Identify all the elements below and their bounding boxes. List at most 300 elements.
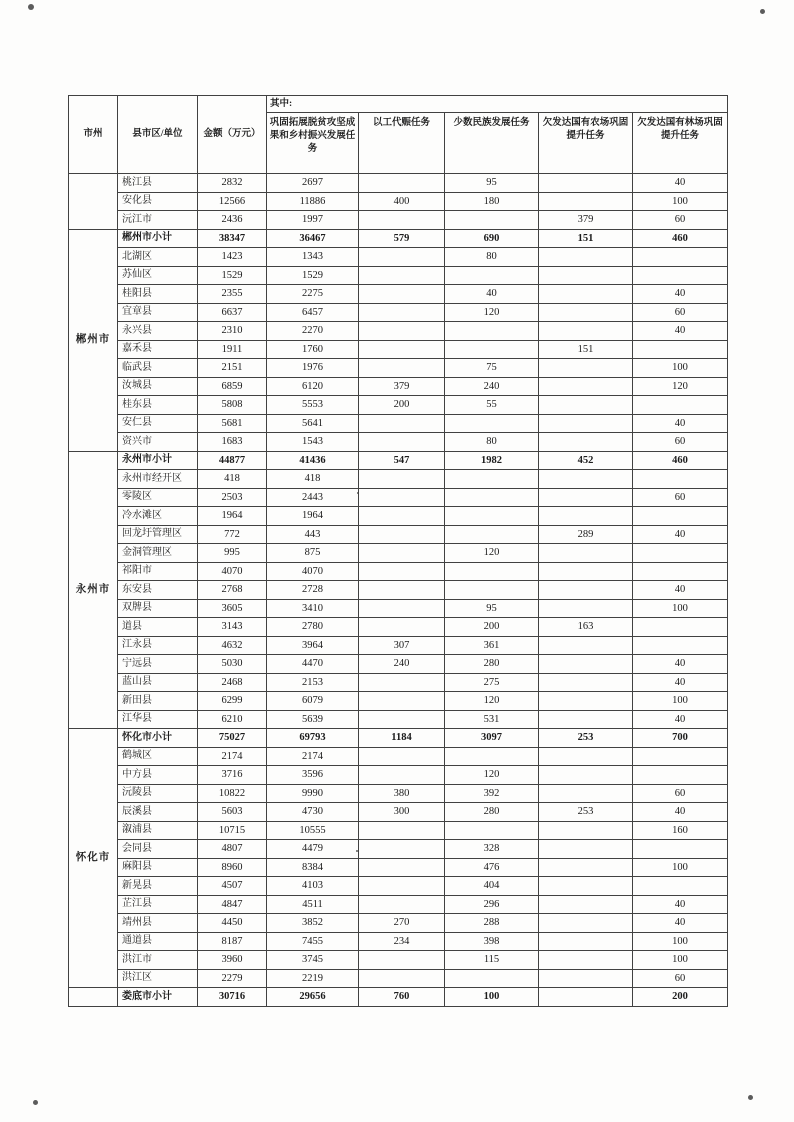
minority-value xyxy=(445,969,539,988)
unit-name: 江华县 xyxy=(118,710,198,729)
farm-value xyxy=(539,359,633,378)
forest-value: 40 xyxy=(633,914,728,933)
consolidation-value: 2174 xyxy=(267,747,359,766)
unit-name: 中方县 xyxy=(118,766,198,785)
farm-value xyxy=(539,784,633,803)
unit-name: 通道县 xyxy=(118,932,198,951)
amount-value: 5603 xyxy=(198,803,267,822)
forest-value: 40 xyxy=(633,673,728,692)
forest-value: 100 xyxy=(633,599,728,618)
forest-value xyxy=(633,340,728,359)
unit-name: 安仁县 xyxy=(118,414,198,433)
minority-value: 531 xyxy=(445,710,539,729)
consolidation-value: 4470 xyxy=(267,655,359,674)
forest-value xyxy=(633,544,728,563)
work-relief-value xyxy=(359,211,445,230)
work-relief-value: 300 xyxy=(359,803,445,822)
farm-value xyxy=(539,655,633,674)
work-relief-value xyxy=(359,858,445,877)
work-relief-value xyxy=(359,766,445,785)
minority-value: 240 xyxy=(445,377,539,396)
scan-speck xyxy=(760,9,765,14)
forest-value xyxy=(633,618,728,637)
farm-value: 253 xyxy=(539,729,633,748)
amount-value: 1423 xyxy=(198,248,267,267)
minority-value xyxy=(445,488,539,507)
minority-value xyxy=(445,821,539,840)
minority-value: 120 xyxy=(445,692,539,711)
amount-value: 5030 xyxy=(198,655,267,674)
data-row xyxy=(69,544,728,563)
forest-value: 160 xyxy=(633,821,728,840)
unit-name: 靖州县 xyxy=(118,914,198,933)
work-relief-value xyxy=(359,692,445,711)
amount-value: 2503 xyxy=(198,488,267,507)
data-row xyxy=(69,488,728,507)
farm-value xyxy=(539,599,633,618)
consolidation-value: 443 xyxy=(267,525,359,544)
forest-value xyxy=(633,766,728,785)
minority-value xyxy=(445,266,539,285)
farm-value xyxy=(539,192,633,211)
farm-value xyxy=(539,673,633,692)
unit-name: 宁远县 xyxy=(118,655,198,674)
unit-name: 冷水滩区 xyxy=(118,507,198,526)
unit-name: 沅陵县 xyxy=(118,784,198,803)
forest-value xyxy=(633,248,728,267)
work-relief-value xyxy=(359,525,445,544)
consolidation-value: 36467 xyxy=(267,229,359,248)
amount-value: 772 xyxy=(198,525,267,544)
forest-value xyxy=(633,840,728,859)
consolidation-value: 3964 xyxy=(267,636,359,655)
work-relief-value xyxy=(359,581,445,600)
data-row xyxy=(69,359,728,378)
work-relief-value: 240 xyxy=(359,655,445,674)
minority-value: 280 xyxy=(445,655,539,674)
consolidation-value: 1964 xyxy=(267,507,359,526)
farm-value xyxy=(539,174,633,193)
consolidation-value: 6120 xyxy=(267,377,359,396)
consolidation-value: 1760 xyxy=(267,340,359,359)
amount-value: 995 xyxy=(198,544,267,563)
unit-name: 汝城县 xyxy=(118,377,198,396)
amount-value: 2468 xyxy=(198,673,267,692)
minority-value xyxy=(445,340,539,359)
scan-speck xyxy=(748,1095,753,1100)
data-row xyxy=(69,877,728,896)
forest-value: 40 xyxy=(633,895,728,914)
data-row xyxy=(69,211,728,230)
amount-value: 75027 xyxy=(198,729,267,748)
consolidation-value: 6457 xyxy=(267,303,359,322)
work-relief-value xyxy=(359,673,445,692)
city-label: 郴州市 xyxy=(69,229,118,451)
consolidation-value: 1997 xyxy=(267,211,359,230)
amount-value: 2832 xyxy=(198,174,267,193)
consolidation-value: 9990 xyxy=(267,784,359,803)
unit-name: 江永县 xyxy=(118,636,198,655)
farm-value xyxy=(539,895,633,914)
work-relief-value xyxy=(359,488,445,507)
data-row xyxy=(69,932,728,951)
work-relief-value xyxy=(359,710,445,729)
unit-name: 宜章县 xyxy=(118,303,198,322)
data-row xyxy=(69,525,728,544)
minority-value: 404 xyxy=(445,877,539,896)
unit-name: 鹤城区 xyxy=(118,747,198,766)
data-row xyxy=(69,969,728,988)
work-relief-value xyxy=(359,414,445,433)
unit-name: 永州市经开区 xyxy=(118,470,198,489)
amount-value: 4847 xyxy=(198,895,267,914)
farm-value xyxy=(539,414,633,433)
work-relief-value xyxy=(359,359,445,378)
forest-value: 100 xyxy=(633,192,728,211)
farm-value xyxy=(539,951,633,970)
forest-value: 40 xyxy=(633,285,728,304)
farm-value xyxy=(539,914,633,933)
city-label: 永州市 xyxy=(69,451,118,729)
consolidation-value: 2270 xyxy=(267,322,359,341)
work-relief-value xyxy=(359,840,445,859)
consolidation-value: 4511 xyxy=(267,895,359,914)
amount-value: 3605 xyxy=(198,599,267,618)
forest-value xyxy=(633,562,728,581)
farm-value xyxy=(539,636,633,655)
amount-value: 418 xyxy=(198,470,267,489)
amount-value: 5808 xyxy=(198,396,267,415)
consolidation-value: 3852 xyxy=(267,914,359,933)
minority-value: 398 xyxy=(445,932,539,951)
scan-speck xyxy=(33,1100,38,1105)
unit-name: 桂东县 xyxy=(118,396,198,415)
consolidation-value: 2780 xyxy=(267,618,359,637)
forest-value xyxy=(633,507,728,526)
forest-value xyxy=(633,470,728,489)
forest-value xyxy=(633,877,728,896)
consolidation-value: 1529 xyxy=(267,266,359,285)
table-header xyxy=(69,96,728,174)
amount-value: 10822 xyxy=(198,784,267,803)
farm-value xyxy=(539,377,633,396)
farm-value xyxy=(539,766,633,785)
unit-name: 北湖区 xyxy=(118,248,198,267)
data-row xyxy=(69,470,728,489)
consolidation-value: 2219 xyxy=(267,969,359,988)
minority-value: 120 xyxy=(445,544,539,563)
amount-value: 2436 xyxy=(198,211,267,230)
data-row xyxy=(69,285,728,304)
amount-value: 1911 xyxy=(198,340,267,359)
funding-allocation-table xyxy=(68,95,728,1007)
data-row xyxy=(69,858,728,877)
col-header-state-forest: 欠发达国有林场巩固提升任务 xyxy=(633,113,728,174)
work-relief-value xyxy=(359,562,445,581)
amount-value: 30716 xyxy=(198,988,267,1007)
unit-name: 会同县 xyxy=(118,840,198,859)
consolidation-value: 3745 xyxy=(267,951,359,970)
amount-value: 4450 xyxy=(198,914,267,933)
data-row xyxy=(69,692,728,711)
farm-value xyxy=(539,322,633,341)
consolidation-value: 875 xyxy=(267,544,359,563)
amount-value: 3143 xyxy=(198,618,267,637)
data-row xyxy=(69,914,728,933)
amount-value: 6637 xyxy=(198,303,267,322)
farm-value xyxy=(539,396,633,415)
consolidation-value: 2275 xyxy=(267,285,359,304)
unit-name: 桂阳县 xyxy=(118,285,198,304)
minority-value: 80 xyxy=(445,433,539,452)
data-row xyxy=(69,673,728,692)
work-relief-value xyxy=(359,599,445,618)
unit-name: 零陵区 xyxy=(118,488,198,507)
farm-value xyxy=(539,266,633,285)
work-relief-value xyxy=(359,618,445,637)
minority-value xyxy=(445,470,539,489)
city-label xyxy=(69,988,118,1007)
consolidation-value: 2728 xyxy=(267,581,359,600)
col-header-unit: 县市区/单位 xyxy=(118,96,198,174)
consolidation-value: 1343 xyxy=(267,248,359,267)
unit-name: 沅江市 xyxy=(118,211,198,230)
minority-value xyxy=(445,507,539,526)
city-label: 怀化市 xyxy=(69,729,118,988)
farm-value xyxy=(539,248,633,267)
amount-value: 2174 xyxy=(198,747,267,766)
consolidation-value: 5641 xyxy=(267,414,359,433)
data-row xyxy=(69,377,728,396)
forest-value: 100 xyxy=(633,932,728,951)
consolidation-value: 4730 xyxy=(267,803,359,822)
consolidation-value: 4070 xyxy=(267,562,359,581)
amount-value: 2355 xyxy=(198,285,267,304)
data-row xyxy=(69,562,728,581)
amount-value: 1529 xyxy=(198,266,267,285)
minority-value: 476 xyxy=(445,858,539,877)
amount-value: 8960 xyxy=(198,858,267,877)
data-row xyxy=(69,636,728,655)
data-row xyxy=(69,433,728,452)
data-row xyxy=(69,803,728,822)
work-relief-value: 379 xyxy=(359,377,445,396)
data-row xyxy=(69,710,728,729)
forest-value: 120 xyxy=(633,377,728,396)
data-row xyxy=(69,821,728,840)
farm-value xyxy=(539,877,633,896)
amount-value: 4632 xyxy=(198,636,267,655)
minority-value xyxy=(445,211,539,230)
farm-value: 379 xyxy=(539,211,633,230)
farm-value xyxy=(539,821,633,840)
amount-value: 2768 xyxy=(198,581,267,600)
work-relief-value xyxy=(359,951,445,970)
consolidation-value: 2697 xyxy=(267,174,359,193)
work-relief-value xyxy=(359,340,445,359)
data-row xyxy=(69,840,728,859)
col-header-work-relief: 以工代赈任务 xyxy=(359,113,445,174)
unit-name: 桃江县 xyxy=(118,174,198,193)
farm-value xyxy=(539,562,633,581)
minority-value: 120 xyxy=(445,766,539,785)
forest-value: 40 xyxy=(633,174,728,193)
unit-name: 双牌县 xyxy=(118,599,198,618)
consolidation-value: 5553 xyxy=(267,396,359,415)
unit-name: 蓝山县 xyxy=(118,673,198,692)
forest-value: 100 xyxy=(633,692,728,711)
minority-value: 275 xyxy=(445,673,539,692)
unit-name: 新晃县 xyxy=(118,877,198,896)
farm-value: 151 xyxy=(539,229,633,248)
amount-value: 10715 xyxy=(198,821,267,840)
data-row xyxy=(69,266,728,285)
forest-value xyxy=(633,396,728,415)
farm-value: 151 xyxy=(539,340,633,359)
minority-value xyxy=(445,414,539,433)
work-relief-value: 579 xyxy=(359,229,445,248)
consolidation-value: 8384 xyxy=(267,858,359,877)
data-row xyxy=(69,599,728,618)
amount-value: 4070 xyxy=(198,562,267,581)
farm-value: 452 xyxy=(539,451,633,470)
minority-value: 95 xyxy=(445,174,539,193)
unit-name: 怀化市小计 xyxy=(118,729,198,748)
data-row xyxy=(69,655,728,674)
consolidation-value: 4103 xyxy=(267,877,359,896)
data-row xyxy=(69,507,728,526)
forest-value xyxy=(633,747,728,766)
unit-name: 回龙圩管理区 xyxy=(118,525,198,544)
amount-value: 1683 xyxy=(198,433,267,452)
work-relief-value: 380 xyxy=(359,784,445,803)
forest-value: 100 xyxy=(633,858,728,877)
data-row xyxy=(69,784,728,803)
consolidation-value: 418 xyxy=(267,470,359,489)
consolidation-value: 5639 xyxy=(267,710,359,729)
work-relief-value xyxy=(359,877,445,896)
unit-name: 苏仙区 xyxy=(118,266,198,285)
farm-value xyxy=(539,692,633,711)
consolidation-value: 3596 xyxy=(267,766,359,785)
amount-value: 38347 xyxy=(198,229,267,248)
minority-value: 100 xyxy=(445,988,539,1007)
work-relief-value: 400 xyxy=(359,192,445,211)
forest-value: 40 xyxy=(633,655,728,674)
unit-name: 麻阳县 xyxy=(118,858,198,877)
consolidation-value: 6079 xyxy=(267,692,359,711)
data-row xyxy=(69,174,728,193)
consolidation-value: 69793 xyxy=(267,729,359,748)
work-relief-value xyxy=(359,285,445,304)
amount-value: 12566 xyxy=(198,192,267,211)
table-body xyxy=(69,174,728,1007)
forest-value: 40 xyxy=(633,525,728,544)
data-row xyxy=(69,248,728,267)
forest-value: 100 xyxy=(633,359,728,378)
unit-name: 东安县 xyxy=(118,581,198,600)
consolidation-value: 1543 xyxy=(267,433,359,452)
farm-value xyxy=(539,470,633,489)
forest-value: 60 xyxy=(633,303,728,322)
city-label xyxy=(69,174,118,230)
work-relief-value xyxy=(359,470,445,489)
farm-value xyxy=(539,488,633,507)
unit-name: 永州市小计 xyxy=(118,451,198,470)
col-header-among: 其中: xyxy=(267,96,728,113)
work-relief-value: 547 xyxy=(359,451,445,470)
minority-value xyxy=(445,581,539,600)
unit-name: 道县 xyxy=(118,618,198,637)
farm-value xyxy=(539,988,633,1007)
unit-name: 辰溪县 xyxy=(118,803,198,822)
unit-name: 资兴市 xyxy=(118,433,198,452)
amount-value: 44877 xyxy=(198,451,267,470)
unit-name: 祁阳市 xyxy=(118,562,198,581)
forest-value: 60 xyxy=(633,211,728,230)
amount-value: 5681 xyxy=(198,414,267,433)
farm-value xyxy=(539,932,633,951)
minority-value: 1982 xyxy=(445,451,539,470)
work-relief-value xyxy=(359,248,445,267)
forest-value: 200 xyxy=(633,988,728,1007)
unit-name: 郴州市小计 xyxy=(118,229,198,248)
unit-name: 洪江市 xyxy=(118,951,198,970)
minority-value: 296 xyxy=(445,895,539,914)
minority-value xyxy=(445,525,539,544)
amount-value: 3960 xyxy=(198,951,267,970)
minority-value: 288 xyxy=(445,914,539,933)
work-relief-value xyxy=(359,507,445,526)
minority-value xyxy=(445,747,539,766)
minority-value: 80 xyxy=(445,248,539,267)
data-row xyxy=(69,192,728,211)
farm-value xyxy=(539,507,633,526)
subtotal-row xyxy=(69,729,728,748)
data-row xyxy=(69,340,728,359)
farm-value xyxy=(539,969,633,988)
farm-value xyxy=(539,858,633,877)
farm-value xyxy=(539,710,633,729)
minority-value: 55 xyxy=(445,396,539,415)
minority-value: 280 xyxy=(445,803,539,822)
work-relief-value xyxy=(359,544,445,563)
consolidation-value: 4479 xyxy=(267,840,359,859)
farm-value xyxy=(539,433,633,452)
data-row xyxy=(69,414,728,433)
data-row xyxy=(69,396,728,415)
forest-value: 100 xyxy=(633,951,728,970)
farm-value xyxy=(539,544,633,563)
consolidation-value: 1976 xyxy=(267,359,359,378)
farm-value xyxy=(539,581,633,600)
data-row xyxy=(69,951,728,970)
amount-value: 6859 xyxy=(198,377,267,396)
unit-name: 新田县 xyxy=(118,692,198,711)
work-relief-value xyxy=(359,303,445,322)
farm-value xyxy=(539,840,633,859)
farm-value: 163 xyxy=(539,618,633,637)
work-relief-value xyxy=(359,895,445,914)
minority-value: 392 xyxy=(445,784,539,803)
minority-value: 328 xyxy=(445,840,539,859)
amount-value: 6210 xyxy=(198,710,267,729)
amount-value: 4807 xyxy=(198,840,267,859)
unit-name: 芷江县 xyxy=(118,895,198,914)
amount-value: 2279 xyxy=(198,969,267,988)
amount-value: 2310 xyxy=(198,322,267,341)
minority-value: 361 xyxy=(445,636,539,655)
